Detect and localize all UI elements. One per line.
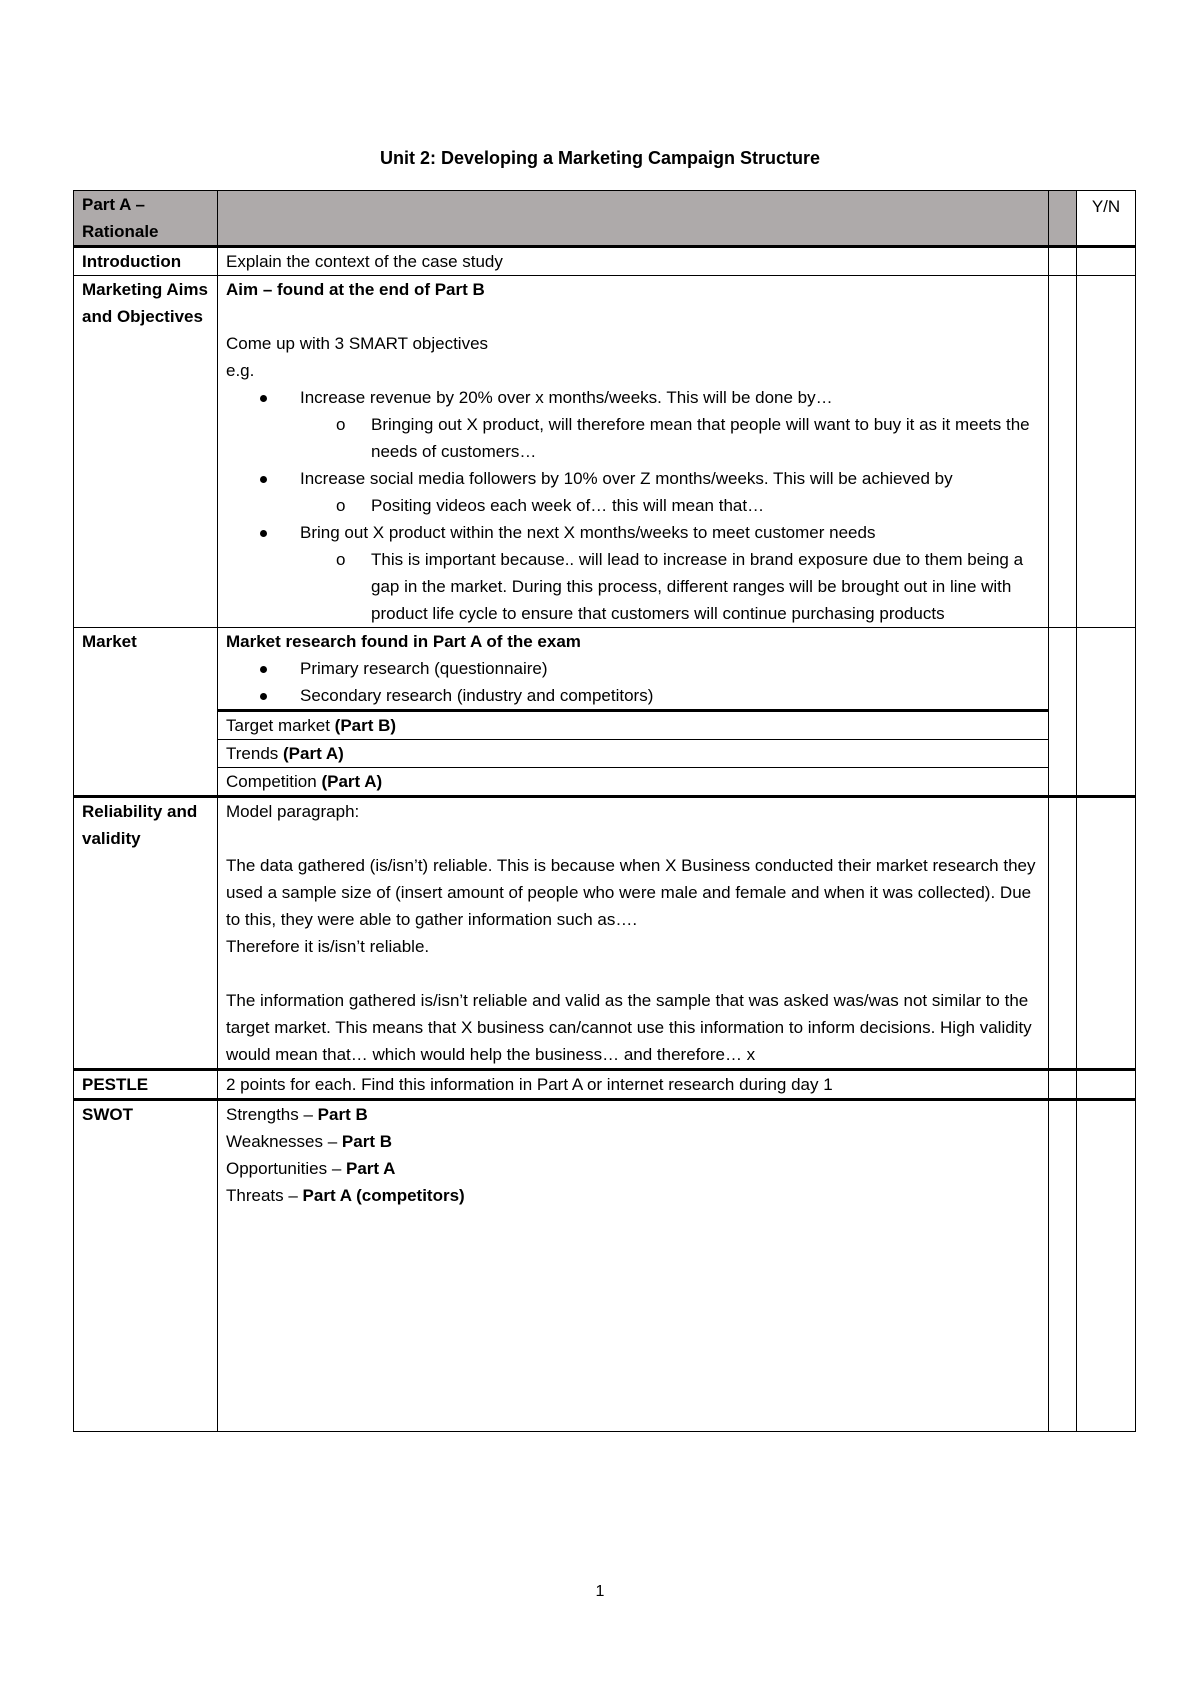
competition-text: Competition bbox=[226, 772, 322, 791]
swot-weaknesses bbox=[226, 1128, 1040, 1155]
list-item bbox=[226, 411, 1040, 465]
objective-list bbox=[226, 519, 1040, 546]
introduction-label: Introduction bbox=[74, 247, 218, 276]
bullet-icon bbox=[260, 530, 267, 537]
reliability-row bbox=[74, 797, 1136, 1070]
document-title: Unit 2: Developing a Marketing Campaign Structure bbox=[379, 148, 821, 168]
trends-cell bbox=[218, 740, 1049, 768]
sub-text: This is important because.. will lead to increase in brand exposure due to them being a gap in the market. During this process, different ranges will be brought out in line with product life cycle to ensure that customers will continue purchasing products bbox=[371, 550, 1024, 623]
list-item bbox=[226, 655, 1040, 682]
header-row bbox=[74, 191, 1136, 247]
aims-spacer bbox=[1049, 276, 1077, 628]
list-item bbox=[226, 465, 1040, 492]
research-list bbox=[226, 655, 1040, 709]
list-item bbox=[226, 519, 1040, 546]
aims-yn-checkbox[interactable] bbox=[1077, 276, 1136, 628]
market-label: Market bbox=[74, 628, 218, 797]
pestle-label: PESTLE bbox=[74, 1070, 218, 1100]
swot-opportunities bbox=[226, 1155, 1040, 1182]
swot-row bbox=[74, 1100, 1136, 1432]
market-content bbox=[218, 628, 1049, 711]
trends-text: Trends bbox=[226, 744, 284, 763]
market-heading: Market research found in Part A of the exam bbox=[226, 632, 581, 651]
list-item bbox=[226, 682, 1040, 709]
sub-text: Positing videos each week of… this will mean that… bbox=[371, 496, 765, 515]
introduction-yn-checkbox[interactable] bbox=[1077, 247, 1136, 276]
list-item bbox=[226, 492, 1040, 519]
trends-part: (Part A) bbox=[283, 744, 344, 763]
weaknesses-text: Weaknesses – bbox=[226, 1132, 342, 1151]
target-market-row bbox=[74, 711, 1136, 740]
target-market-text: Target market bbox=[226, 716, 335, 735]
reliability-yn-checkbox[interactable] bbox=[1077, 797, 1136, 1070]
introduction-text: Explain the context of the case study bbox=[218, 247, 1049, 276]
reliability-content bbox=[218, 797, 1049, 1070]
sub-bullet-icon: o bbox=[336, 415, 346, 434]
header-spacer-cell bbox=[1049, 191, 1077, 247]
opportunities-part: Part A bbox=[346, 1159, 396, 1178]
objective-text: Bring out X product within the next X months/weeks to meet customer needs bbox=[300, 523, 876, 542]
competition-cell bbox=[218, 768, 1049, 797]
pestle-spacer bbox=[1049, 1070, 1077, 1100]
objective-list bbox=[226, 384, 1040, 411]
model-paragraph-intro: Model paragraph: bbox=[226, 802, 360, 821]
threats-text: Threats – bbox=[226, 1186, 303, 1205]
eg-line: e.g. bbox=[226, 361, 255, 380]
reliability-label: Reliability and validity bbox=[74, 797, 218, 1070]
aims-content bbox=[218, 276, 1049, 628]
strengths-text: Strengths – bbox=[226, 1105, 318, 1124]
swot-threats bbox=[226, 1182, 1040, 1209]
strengths-part: Part B bbox=[317, 1105, 368, 1124]
blank-line bbox=[226, 960, 1040, 987]
swot-yn-checkbox[interactable] bbox=[1077, 1100, 1136, 1432]
page-number: 1 bbox=[595, 1583, 605, 1600]
research-text: Secondary research (industry and competitors) bbox=[300, 686, 654, 705]
opportunities-text: Opportunities – bbox=[226, 1159, 347, 1178]
aims-label: Marketing Aims and Objectives bbox=[74, 276, 218, 628]
research-text: Primary research (questionnaire) bbox=[300, 659, 548, 678]
competition-part: (Part A) bbox=[321, 772, 383, 791]
blank-line bbox=[226, 303, 1040, 330]
sub-list bbox=[226, 411, 1040, 465]
target-market-cell bbox=[218, 711, 1049, 740]
swot-content bbox=[218, 1100, 1049, 1432]
market-row bbox=[74, 628, 1136, 711]
bullet-icon bbox=[260, 395, 267, 402]
rubric-table bbox=[73, 190, 1136, 1432]
bullet-icon bbox=[260, 693, 267, 700]
weaknesses-part: Part B bbox=[341, 1132, 392, 1151]
market-spacer bbox=[1049, 628, 1077, 797]
market-yn-checkbox[interactable] bbox=[1077, 628, 1136, 797]
pestle-yn-checkbox[interactable] bbox=[1077, 1070, 1136, 1100]
target-market-part: (Part B) bbox=[334, 716, 397, 735]
competition-row bbox=[74, 768, 1136, 797]
swot-spacer bbox=[1049, 1100, 1077, 1432]
sub-bullet-icon: o bbox=[336, 550, 346, 569]
model-paragraph-2: The information gathered is/isn’t reliable and valid as the sample that was asked was/was not similar to the target market. This means that X business can/cannot use this information to inform decisions. High validity would mean that… which would help the business… and therefore… x bbox=[226, 991, 1032, 1064]
list-item bbox=[226, 384, 1040, 411]
model-paragraph-1: The data gathered (is/isn’t) reliable. This is because when X Business conducted their market research they used a sample size of (insert amount of people who were male and female and when it was collected). Due to this, they were able to gather information such as…. bbox=[226, 856, 1036, 929]
sub-list bbox=[226, 546, 1040, 627]
threats-part: Part A (competitors) bbox=[302, 1186, 465, 1205]
pestle-row bbox=[74, 1070, 1136, 1100]
model-paragraph-1-end: Therefore it is/isn’t reliable. bbox=[226, 937, 430, 956]
reliability-spacer bbox=[1049, 797, 1077, 1070]
yn-header: Y/N bbox=[1077, 191, 1136, 247]
sub-bullet-icon: o bbox=[336, 496, 346, 515]
aims-row bbox=[74, 276, 1136, 628]
pestle-text: 2 points for each. Find this information in Part A or internet research during day 1 bbox=[218, 1070, 1049, 1100]
swot-label: SWOT bbox=[74, 1100, 218, 1432]
bullet-icon bbox=[260, 476, 267, 483]
objective-text: Increase social media followers by 10% over Z months/weeks. This will be achieved by bbox=[300, 469, 953, 488]
introduction-row bbox=[74, 247, 1136, 276]
header-blank-cell bbox=[218, 191, 1049, 247]
swot-strengths bbox=[226, 1101, 1040, 1128]
bullet-icon bbox=[260, 666, 267, 673]
header-label: Part A – Rationale bbox=[74, 191, 218, 247]
aim-line: Aim – found at the end of Part B bbox=[226, 280, 485, 299]
trends-row bbox=[74, 740, 1136, 768]
smart-line: Come up with 3 SMART objectives bbox=[226, 334, 489, 353]
objective-text: Increase revenue by 20% over x months/weeks. This will be done by… bbox=[300, 388, 833, 407]
sub-text: Bringing out X product, will therefore mean that people will want to buy it as it meets the needs of customers… bbox=[371, 415, 1030, 461]
objective-list bbox=[226, 465, 1040, 492]
introduction-spacer bbox=[1049, 247, 1077, 276]
list-item bbox=[226, 546, 1040, 627]
blank-line bbox=[226, 825, 1040, 852]
sub-list bbox=[226, 492, 1040, 519]
